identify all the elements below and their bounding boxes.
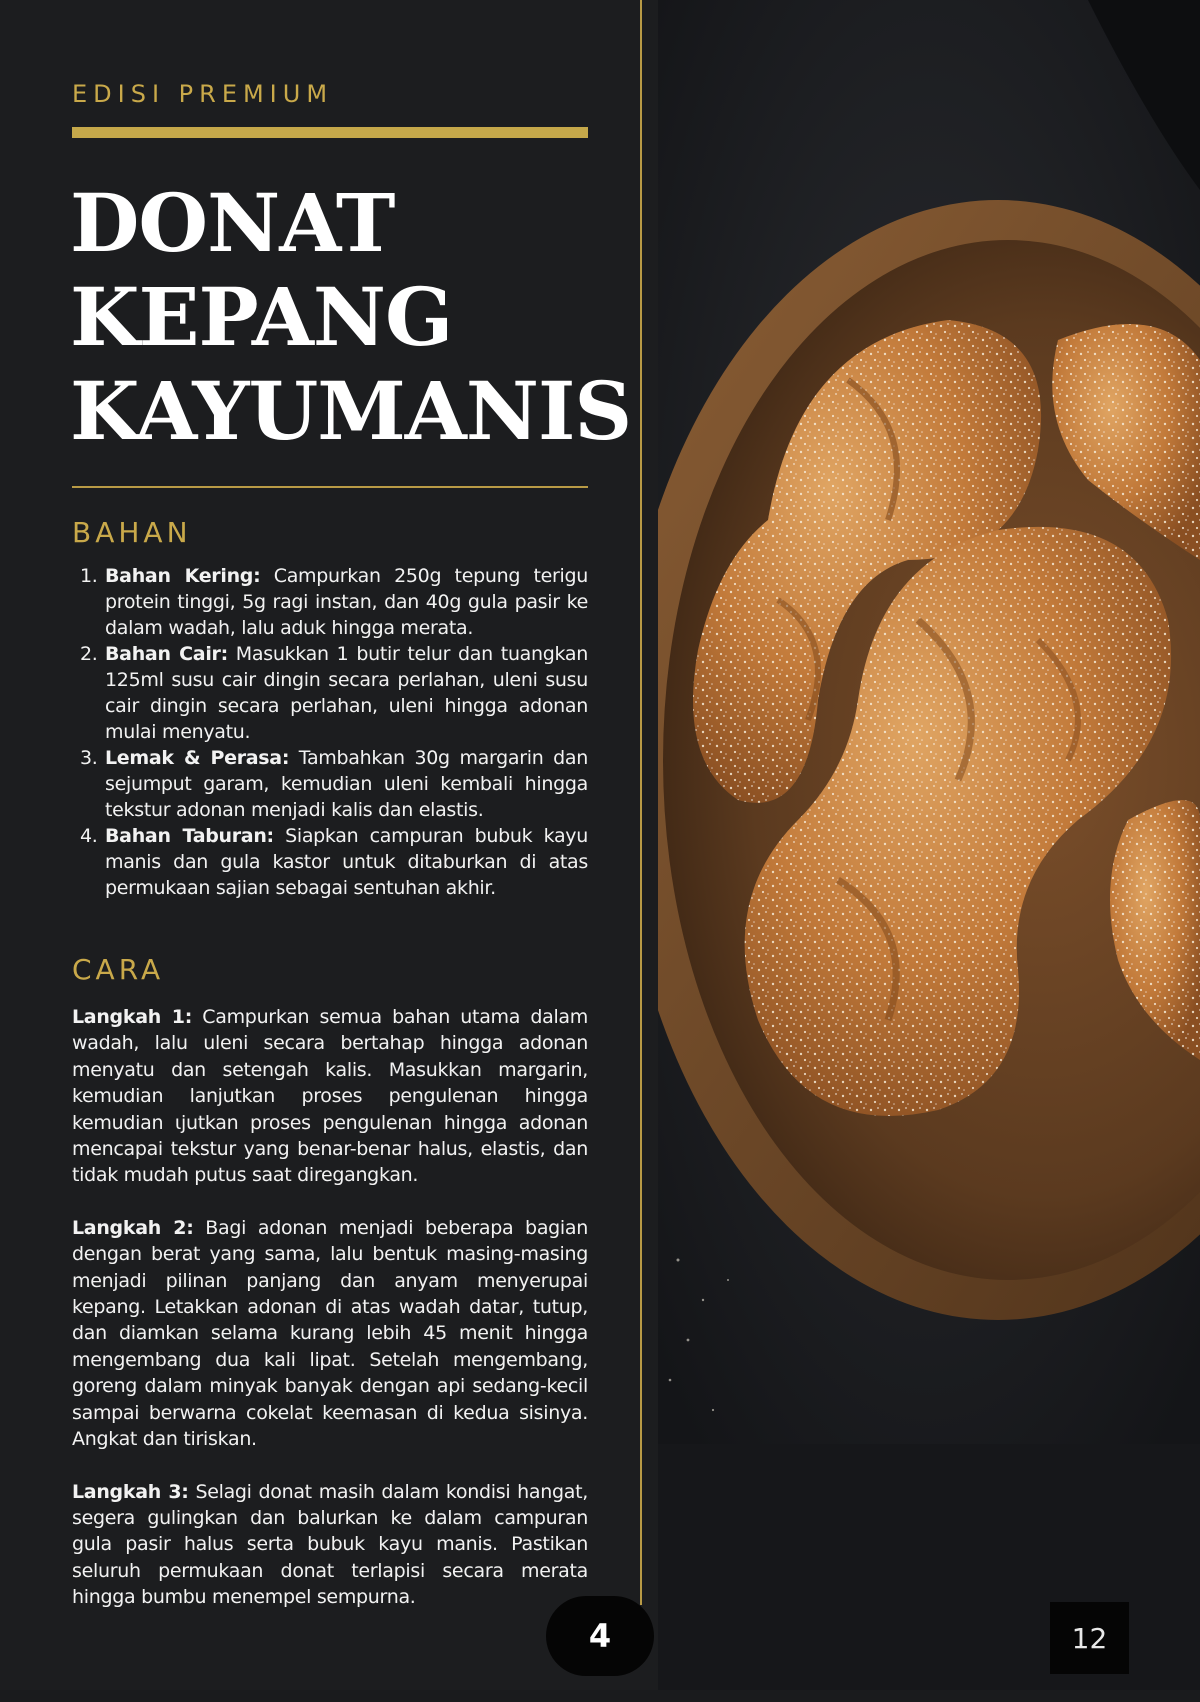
ingredient-number: 4. (80, 825, 98, 847)
ingredient-text: Tambahkan 30g margarin dan sejumput garam, kemudian uleni kembali hingga tekstur adonan menjadi kalis dan elastis. (105, 747, 589, 821)
ingredient-label: Bahan Kering: (105, 565, 261, 587)
header-rule (72, 127, 588, 138)
bottom-strip (0, 1690, 1200, 1702)
ingredient-label: Lemak & Perasa: (105, 747, 290, 769)
ingredient-text: Campurkan 250g tepung terigu protein tinggi, 5g ragi instan, dan 40g gula pasir ke dalam wadah, lalu aduk hingga merata. (105, 565, 588, 639)
ingredient-number: 2. (80, 643, 98, 665)
ingredients-heading: BAHAN (72, 516, 192, 549)
ingredient-number: 1. (80, 565, 98, 587)
ingredient-label: Bahan Taburan: (105, 825, 274, 847)
donut-photo (658, 0, 1200, 1444)
method-heading: CARA (72, 953, 165, 986)
right-page-number: 12 (1050, 1602, 1129, 1674)
step-label: Langkah 1: (72, 1006, 193, 1028)
title-line: KAYUMANIS (70, 364, 632, 458)
edition-label: EDISI PREMIUM (72, 80, 334, 108)
recipe-title (70, 176, 631, 458)
ingredient-text: Masukkan 1 butir telur dan tuangkan 125ml susu cair dingin secara perlahan, uleni susu cair dingin secara perlahan, uleni hingga adonan mulai menyatu. (105, 643, 588, 743)
step-text: Campurkan semua bahan utama dalam wadah, lalu uleni secara bertahap hingga adonan menyatu dan setengah kalis. Masukkan margarin, kemudian lanjutkan proses pengulenan hingga kemudian ɩjutkan proses pengulenan hingga adonan mencapai tekstur yang benar-benar halus, elastis, dan tidak mudah putus saat diregangkan. (72, 1006, 588, 1187)
method-step (72, 1479, 588, 1611)
title-rule (72, 486, 588, 488)
step-label: Langkah 2: (72, 1216, 194, 1239)
method-step (72, 1215, 588, 1453)
ingredient-number: 3. (80, 747, 98, 769)
left-page-number: 4 (546, 1596, 654, 1676)
ingredient-item (72, 745, 588, 823)
ingredient-item (72, 641, 588, 745)
step-text: Selagi donat masih dalam kondisi hangat, segera gulingkan dan balurkan ke dalam campuran gula pasir halus serta bubuk kayu manis. Pastikan seluruh permukaan donat terlapisi secara merata hingga bumbu menempel sempurna. (72, 1480, 588, 1609)
ingredient-item (72, 823, 588, 901)
column-divider (640, 0, 642, 1605)
ingredient-item (72, 563, 588, 641)
method-steps (72, 1004, 588, 1637)
ingredients-list (72, 563, 588, 901)
step-text: Bagi adonan menjadi beberapa bagian dengan berat yang sama, lalu bentuk masing-masing menjadi pilinan panjang dan anyam menyerupai kepang. Letakkan adonan di atas wadah datar, tutup, dan diamkan selama kurang lebih 45 menit hingga mengembang dua kali lipat. Setelah mengembang, goreng dalam minyak banyak dengan api sedang-kecil sampai berwarna cokelat keemasan di kedua sisinya. Angkat dan tiriskan. (72, 1216, 588, 1451)
method-step (72, 1004, 588, 1189)
ingredient-text: Siapkan campuran bubuk kayu manis dan gula kastor untuk ditaburkan di atas permukaan sajian sebagai sentuhan akhir. (105, 825, 588, 899)
ingredient-label: Bahan Cair: (105, 643, 228, 665)
title-line: KEPANG (70, 270, 453, 364)
step-label: Langkah 3: (72, 1480, 189, 1503)
title-line: DONAT (70, 176, 395, 270)
